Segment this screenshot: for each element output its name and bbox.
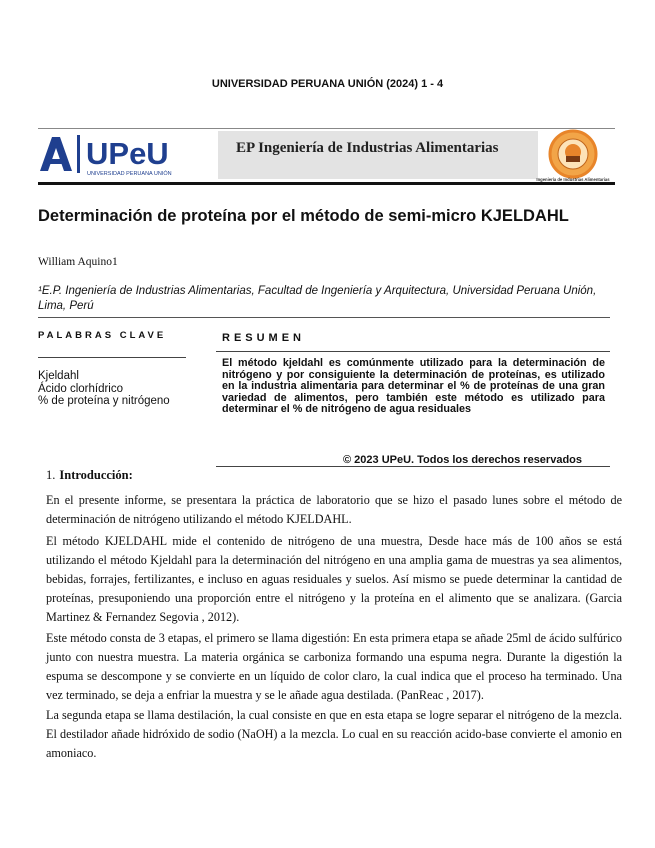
logo-wordmark: UPeU — [86, 136, 169, 171]
abstract-divider — [216, 351, 610, 352]
section-number: 1. — [46, 468, 56, 482]
banner-bottom-divider — [38, 182, 615, 185]
abstract-heading: RESUMEN — [222, 332, 306, 344]
body-paragraph: La segunda etapa se llama destilación, la cual consiste en que en esta etapa se logre separar el nitrógeno de la mezcla. El destilador añade hidróxido de sodio (NaOH) a la mezcla. Lo cual en su reacción acido-base convierte el amonio en amoniaco. — [46, 708, 622, 760]
keyword-item: Kjeldahl — [38, 370, 79, 382]
keywords-list — [38, 370, 170, 408]
keywords-divider — [38, 357, 186, 358]
body-paragraph: El método KJELDAHL mide el contenido de nitrógeno de una muestra, Desde hace más de 100 años se está utilizando el método Kjeldahl para la determinación del nitrógeno en una amplia gama de muestras ya sea alimentos, bebidas, forrajes, fertilizantes, e incluso en aguas residuales y suelos. Así mismo se puede determinar la cantidad de proteínas, presuponiendo una proporción entre el nitrógeno y la proteína en el alimento que se analizara. (Garcia Martinez & Fernandez Segovia , 2012). — [46, 534, 622, 624]
article-author: William Aquino1 — [38, 256, 118, 268]
department-name: EP Ingeniería de Industrias Alimentarias — [236, 140, 499, 156]
body-paragraph: En el presente informe, se presentara la práctica de laboratorio que se hizo el pasado lunes sobre el método de determinación de nitrógeno utilizando el método KJELDAHL. — [46, 493, 622, 526]
seal-emblem-icon — [536, 128, 610, 184]
seal-label: Ingeniería de Industrias Alimentarias — [536, 177, 610, 182]
keyword-item: % de proteína y nitrógeno — [38, 395, 170, 407]
article-title: Determinación de proteína por el método de semi-micro KJELDAHL — [38, 207, 569, 225]
upeu-logo-icon — [38, 131, 214, 181]
keywords-heading: PALABRAS CLAVE — [38, 330, 167, 341]
keyword-item: Ácido clorhídrico — [38, 382, 124, 395]
logo-subtext: UNIVERSIDAD PERUANA UNIÓN — [87, 171, 172, 177]
affiliation-divider — [38, 317, 610, 318]
banner-top-divider — [38, 128, 615, 129]
section-title: Introducción: — [59, 468, 133, 482]
abstract-text: El método kjeldahl es comúnmente utilizado para la determinación de nitrógeno y por consiguiente la determinación de proteínas, es utilizado en la industria alimentaria para determinar el % de proteínas de una gran variedad de alimentos, pero también este método es utilizado para determinar el % de nitrógeno de agua residuales — [222, 357, 605, 415]
copyright-notice: © 2023 UPeU. Todos los derechos reservados — [343, 454, 582, 466]
department-banner — [218, 131, 538, 179]
university-logo — [38, 131, 214, 181]
section-heading — [46, 468, 133, 483]
copyright-divider — [216, 466, 610, 467]
journal-header: UNIVERSIDAD PERUANA UNIÓN (2024) 1 - 4 — [211, 78, 444, 90]
author-affiliation: ¹E.P. Ingeniería de Industrias Alimentarias, Facultad de Ingeniería y Arquitectura, Universidad Peruana Unión, Lima, Perú — [38, 285, 597, 312]
body-paragraph: Este método consta de 3 etapas, el primero se llama digestión: En esta primera etapa se añade 25ml de ácido sulfúrico junto con nuestra muestra. La materia orgánica se carboniza formando una espuma negra. Durante la digestión la espuma se descompone y se convierte en un líquido de color claro, la cual indica que el proceso ha terminado. Una vez terminado, se deja a enfriar la muestra y se le añade agua destilada. (PanReac , 2017). — [46, 631, 622, 702]
department-seal — [536, 128, 610, 184]
